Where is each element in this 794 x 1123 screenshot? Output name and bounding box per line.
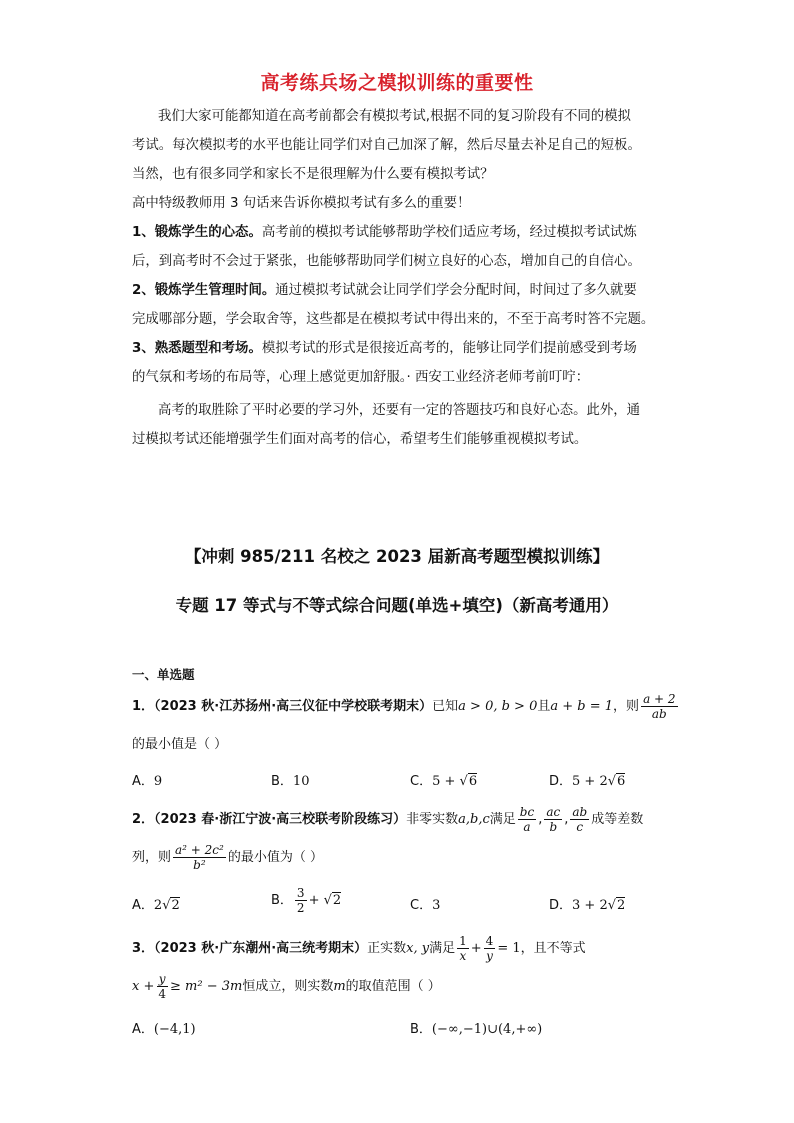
q1-source: （2023 秋·江苏扬州·高三仪征中学校联考期末）: [154, 699, 433, 714]
q1-option-a[interactable]: [132, 770, 162, 789]
point-1-heading: 1、锻炼学生的心态。: [132, 225, 262, 240]
q1-option-d-radicand: 6: [617, 774, 626, 789]
q1-fraction: [641, 692, 677, 721]
q1-option-b-value: 10: [292, 774, 310, 789]
intro-line-4: 高中特级教师用 3 句话来告诉你模拟考试有多么的重要！: [132, 196, 471, 211]
doc-heading-2: 专题 17 等式与不等式综合问题(单选+填空)（新高考通用）: [175, 596, 619, 615]
q1-option-a-value: 9: [153, 774, 163, 789]
q2-text-b: 满足: [489, 812, 516, 827]
intro-line-3: 当然，也有很多同学和家长不是很理解为什么要有模拟考试？: [132, 167, 494, 182]
q2-fraction-3-denominator: c: [576, 820, 584, 834]
q3-fraction-1-numerator: 1: [459, 934, 467, 948]
q3-option-b[interactable]: [410, 1018, 542, 1037]
q3-line-2-c: 的取值范围（ ）: [345, 979, 441, 994]
q1-option-d-value: 5 + 2: [572, 774, 608, 789]
q2-fraction-4-denominator: b²: [193, 858, 206, 872]
section-heading: 一、单选题: [132, 667, 195, 682]
q1-option-c-label: C．: [410, 774, 433, 789]
q3-line-2-expression: x +: [132, 979, 155, 994]
q3-fraction-2: [484, 934, 496, 963]
point-3-text: 模拟考试的形式是很接近高考的，能够让同学们提前感受到考场: [261, 341, 637, 356]
q1-fraction-numerator: a + 2: [643, 692, 676, 706]
q2-text-a: 非零实数: [406, 812, 459, 827]
q1-fraction-denominator: ab: [651, 707, 667, 721]
q2-option-c-value: 3: [432, 898, 441, 913]
q1-option-c[interactable]: [410, 770, 477, 789]
q2-option-d-value: 3 + 2: [572, 898, 608, 913]
q3-variables: x, y: [406, 941, 430, 956]
q1-option-d-label: D．: [549, 774, 573, 789]
point-2-text: 通过模拟考试就会让同学们学会分配时间，时间过了多久就要: [275, 283, 637, 298]
point-2-heading: 2、锻炼学生管理时间。: [132, 283, 276, 298]
q2-number: 2．: [132, 812, 155, 827]
q2-source: （2023 春·浙江宁波·高三校联考阶段练习）: [154, 812, 407, 827]
q3-number: 3．: [132, 941, 155, 956]
q2-fraction-4-numerator: a² + 2c²: [175, 843, 224, 857]
question-3: [132, 934, 586, 963]
q2-line-2-a: 列，则: [132, 850, 172, 865]
q3-equals: = 1: [497, 941, 521, 956]
point-1-line-2: 后，到高考时不会过于紧张，也能够帮助同学们树立良好的心态，增加自己的自信心。: [132, 254, 641, 269]
closing-line-2: 过模拟考试还能增强学生们面对高考的信心，希望考生们能够重视模拟考试。: [132, 432, 588, 447]
intro-body: [132, 102, 672, 454]
q2-option-b-label: B．: [271, 893, 293, 908]
intro-title: 高考练兵场之模拟训练的重要性: [260, 72, 534, 94]
q3-source: （2023 秋·广东潮州·高三统考期末）: [154, 941, 368, 956]
q3-inequality: ≥ m² − 3m: [170, 979, 243, 994]
q3-text-a: 正实数: [367, 941, 407, 956]
intro-line-1: 我们大家可能都知道在高考前都会有模拟考试,根据不同的复习阶段有不同的模拟: [158, 109, 631, 124]
q3-option-a[interactable]: [132, 1018, 196, 1037]
q3-fraction-1-denominator: x: [459, 949, 467, 963]
q1-line-2: 的最小值是（ ）: [132, 737, 228, 752]
q1-option-b[interactable]: [271, 770, 309, 789]
q2-option-a-label: A．: [132, 898, 154, 913]
q3-option-a-label: A．: [132, 1022, 154, 1037]
q3-line-2-b: 恒成立，则实数: [242, 979, 334, 994]
q3-plus: +: [470, 941, 482, 956]
q2-fraction-1-denominator: a: [523, 820, 531, 834]
q1-text-c: ，则: [613, 699, 640, 714]
q3-fraction-1: [457, 934, 469, 963]
sqrt-symbol: √: [162, 898, 171, 913]
q3-text-b: 满足: [429, 941, 456, 956]
q1-text-a: 已知: [432, 699, 459, 714]
q2-fraction-1: [518, 805, 536, 834]
q3-fraction-2-denominator: y: [486, 949, 493, 963]
q2-option-b-denominator: 2: [296, 901, 305, 915]
sqrt-symbol: √: [323, 893, 332, 908]
q2-option-a[interactable]: [132, 894, 180, 913]
q2-option-a-radicand: 2: [171, 898, 180, 913]
sqrt-symbol: √: [459, 774, 468, 789]
q1-option-d[interactable]: [549, 770, 625, 789]
q3-var-m: m: [333, 979, 346, 994]
point-2-line-2: 完成哪部分题，学会取舍等，这些都是在模拟考试中得出来的，不至于高考时答不完题。: [132, 312, 655, 327]
q2-fraction-2-denominator: b: [549, 820, 558, 834]
point-1-text: 高考前的模拟考试能够帮助学校们适应考场，经过模拟考试试炼: [261, 225, 637, 240]
q1-number: 1．: [132, 699, 155, 714]
q2-option-a-value: 2: [153, 898, 163, 913]
q3-text-c: ，且不等式: [520, 941, 586, 956]
sqrt-symbol: √: [607, 774, 617, 789]
q2-option-d-label: D．: [549, 898, 573, 913]
q2-option-b-fraction: [295, 886, 307, 915]
q1-option-a-label: A．: [132, 774, 154, 789]
intro-line-2: 考试。每次模拟考的水平也能让同学们对自己加深了解，然后尽量去补足自己的短板。: [132, 138, 641, 153]
q3-fraction-2-numerator: 4: [485, 934, 494, 948]
q1-option-c-radicand: 6: [468, 774, 478, 789]
q1-option-b-label: B．: [271, 774, 293, 789]
doc-heading-1: 【冲刺 985/211 名校之 2023 届新高考题型模拟训练】: [184, 547, 610, 566]
q2-option-c-label: C．: [410, 898, 433, 913]
closing-line-1: 高考的取胜除了平时必要的学习外，还要有一定的答题技巧和良好心态。此外，通: [158, 403, 641, 418]
point-3-line-2: 的气氛和考场的布局等，心理上感觉更加舒服。· 西安工业经济老师考前叮咛：: [132, 370, 590, 385]
question-2: 2．（2023 春·浙江宁波·高三校联考阶段练习）非零实数a,b,c满足 $\frac{bc}{a}$ , $\frac{ac}{b}$ , $\frac{ab}{c}$ 成等差数: [132, 805, 644, 834]
q1-condition-2: a + b = 1: [550, 699, 614, 714]
q2-line-2-b: 的最小值为（ ）: [227, 850, 323, 865]
point-3-heading: 3、熟悉题型和考场。: [132, 341, 262, 356]
q3-option-b-value: (−∞,−1)∪(4,+∞): [431, 1022, 543, 1037]
q1-condition-1: a > 0, b > 0: [458, 699, 538, 714]
q2-fraction-4: [173, 843, 226, 872]
q2-option-c[interactable]: [410, 894, 440, 913]
q2-option-b-plus: +: [308, 893, 324, 908]
q2-fraction-2-numerator: ac: [546, 805, 561, 819]
point-2: [132, 276, 672, 305]
q2-option-d[interactable]: [549, 894, 625, 913]
q2-fraction-3: [570, 805, 589, 834]
q1-option-c-value: 5 +: [432, 774, 460, 789]
point-3: [132, 334, 672, 363]
q2-text-c: 成等差数: [591, 812, 644, 827]
q3-option-b-label: B．: [410, 1022, 432, 1037]
q2-option-b-numerator: 3: [296, 886, 305, 900]
q2-line-2: [132, 843, 323, 872]
point-1: [132, 218, 672, 247]
q3-fraction-3: [156, 972, 168, 1001]
q2-option-d-radicand: 2: [617, 898, 626, 913]
q2-option-b-radicand: 2: [332, 893, 342, 908]
q2-fraction-1-numerator: bc: [519, 805, 535, 819]
q3-fraction-3-denominator: 4: [158, 987, 166, 1001]
q2-variables: a,b,c: [458, 812, 490, 827]
q3-line-2: [132, 972, 441, 1001]
q2-option-b[interactable]: [271, 886, 341, 915]
q3-option-a-value: (−4,1): [153, 1022, 196, 1037]
q2-fraction-3-numerator: ab: [572, 805, 588, 819]
q3-fraction-3-numerator: y: [158, 972, 166, 986]
q1-text-b: 且: [537, 699, 551, 714]
q2-fraction-2: [544, 805, 562, 834]
sqrt-symbol: √: [607, 898, 617, 913]
question-1: [132, 692, 680, 721]
